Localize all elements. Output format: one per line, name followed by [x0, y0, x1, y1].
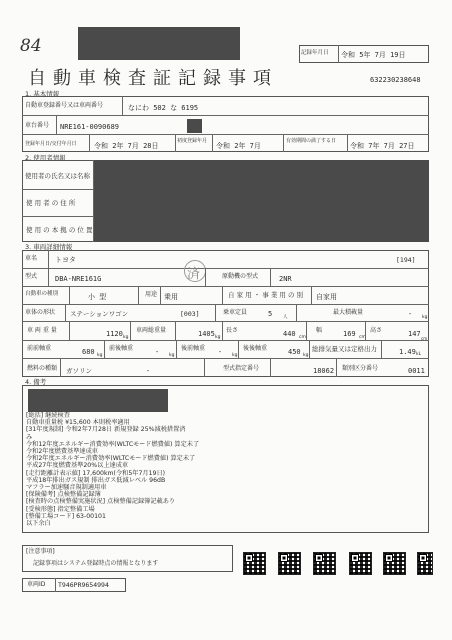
user-address-label: 使 用 者 の 住 所 [26, 199, 76, 207]
front-rear-axle-label: 前後軸重 [109, 345, 134, 352]
maker-label: 車名 [25, 255, 38, 262]
redaction-block [94, 160, 429, 242]
type-number-value: 18062 [313, 367, 335, 375]
notice-text: 記録事項はシステム登録時点の情報となります [33, 560, 159, 567]
user-name-label: 使用者の氏名又は名称 [25, 172, 90, 180]
qr-code-icon [349, 552, 372, 575]
redaction-block [187, 119, 202, 133]
max-load-label: 最大積載量 [333, 309, 364, 316]
displacement-value: 1.49 [399, 348, 416, 356]
remark-line: み [26, 433, 33, 441]
use-value: 乗用 [164, 293, 178, 301]
length-label: 長さ [226, 327, 239, 334]
kind-value: 小 型 [88, 293, 107, 301]
rear-front-axle-value: - [218, 348, 223, 356]
maker-value: トヨタ [55, 256, 76, 264]
remark-line: マフラー加速騒音規制適用車 [26, 484, 107, 492]
remark-line: 平成27年度燃費基準20%以上達成車 [26, 462, 129, 470]
remark-line: [保険備考] 点検整備記録簿 [26, 491, 101, 499]
redaction-block [78, 27, 240, 60]
section-vehicle-details: 3. 車両詳細情報 [25, 243, 73, 251]
remark-line: 令和2年度燃費基準達成車 [26, 448, 98, 456]
remark-line: 平成18年排出ガス規制 排出ガス低減レベル 96dB [26, 476, 166, 484]
remark-line: [受検形態] 指定整備工場 [26, 505, 95, 513]
max-load-unit: kg [422, 315, 428, 320]
registration-date-label: 記録年月日 [301, 50, 329, 56]
expiry-value: 令和 7年 7月 27日 [350, 142, 415, 150]
first-reg-value: 令和 2年 7月 28日 [94, 142, 159, 150]
first-year-label: 初度登録年月 [177, 138, 208, 144]
body-shape-code: [003] [180, 310, 200, 318]
document-title: 自動車検査証記録事項 [28, 68, 278, 89]
engine-label: 原動機の型式 [222, 273, 259, 280]
gross-weight-unit: kg [215, 335, 221, 340]
displacement-label: 総排気量又は定格出力 [312, 345, 377, 353]
rear-rear-axle-unit: kg [303, 353, 309, 358]
remark-line: 令和2年度エネルギー消費効率(WLTCモード燃費値) 算定未了 [26, 455, 196, 463]
remark-line: 令和12年度エネルギー消費効率(WLTCモード燃費値) 算定未了 [26, 440, 200, 448]
first-reg-label: 登録年月日/交付年月日 [25, 141, 77, 147]
displacement-unit: kL [416, 352, 422, 357]
remark-line: [総括] 継続検査 [26, 412, 70, 419]
car-id-label: 車両ID [27, 581, 46, 588]
height-label: 高さ [370, 327, 383, 334]
length-unit: cm [299, 335, 306, 340]
height-value: 147 [408, 330, 421, 338]
body-shape-value: ステーションワゴン [70, 310, 129, 318]
front-front-axle-unit: kg [97, 353, 103, 358]
vin-value: NRE161-0090689 [60, 123, 120, 131]
type-number-label: 型式指定番号 [223, 365, 260, 372]
rear-front-axle-label: 後前軸重 [181, 345, 206, 352]
weight-unit: kg [123, 335, 129, 340]
redaction-block [28, 389, 168, 412]
capacity-unit: 人 [283, 315, 288, 320]
front-rear-axle-unit: kg [169, 353, 175, 358]
class-number-value: 0011 [408, 367, 425, 375]
front-front-axle-value: 680 [82, 348, 95, 356]
rear-front-axle-unit: kg [232, 353, 238, 358]
remark-line: 自動車重量税 ¥15,600 本則税率適用 [26, 419, 130, 427]
capacity-value: 5 [268, 310, 273, 318]
remark-line: [31年度規制] 令和2年7月28日 新規登録 25%減税措置済 [26, 426, 186, 434]
qr-code-icon [243, 552, 266, 575]
max-load-value: - [408, 310, 413, 318]
expiry-label: 有効期間の満了する日 [286, 138, 337, 144]
model-value: DBA-NRE161G [55, 275, 102, 283]
section-remarks: 4. 備考 [25, 378, 47, 386]
stamp-character: 済 [187, 267, 201, 282]
gross-weight-value: 1405 [198, 330, 215, 338]
remarks-list [26, 412, 199, 527]
width-value: 169 [343, 330, 356, 338]
handwritten-number: 84 [20, 36, 42, 56]
base-location-label: 使 用 の 本 拠 の 位 置 [26, 226, 93, 234]
fuel-value: ガソリン [66, 367, 92, 375]
vin-label: 車台番号 [25, 122, 50, 129]
model-label: 型式 [25, 273, 38, 280]
private-business-value: 自家用 [316, 293, 337, 301]
kind-label: 自動車の種別 [25, 291, 59, 297]
engine-value: 2NR [279, 275, 292, 283]
document-number: 632230238648 [370, 76, 421, 84]
registration-date-value: 令和 5年 7月 19日 [341, 51, 406, 59]
qr-code-icon [313, 552, 336, 575]
front-rear-axle-value: - [155, 348, 160, 356]
car-id-value: T946PR9654994 [58, 581, 109, 589]
qr-code-icon [383, 552, 406, 575]
remark-line: [検査時の点検整備実施状況] 点検整備記録簿記載あり [26, 498, 176, 506]
height-unit: cm [421, 336, 428, 341]
rear-rear-axle-label: 後後軸重 [243, 345, 268, 352]
section-user-info: 2. 使用者情報 [25, 154, 66, 162]
body-shape-label: 車体の形状 [25, 309, 56, 316]
maker-code: [194] [396, 256, 416, 264]
class-number-label: 類別区分番号 [342, 365, 379, 372]
qr-code-icon [417, 552, 433, 575]
private-business-label: 自 家 用 ・ 事 業 用 の 別 [228, 291, 304, 299]
width-label: 幅 [316, 327, 323, 334]
plate-label: 自動車登録番号又は車両番号 [25, 102, 104, 109]
rear-rear-axle-value: 450 [288, 348, 301, 356]
length-value: 440 [283, 330, 296, 338]
notice-title: [注意事項] [26, 548, 55, 555]
remark-line: [整備工場コード] 63-00101 [26, 512, 106, 520]
section-basic-info: 1. 基本情報 [25, 90, 60, 98]
plate-value: なにわ 502 な 6195 [128, 104, 199, 112]
width-unit: cm [359, 335, 366, 340]
weight-label: 車 両 重 量 [27, 327, 57, 334]
qr-code-icon [278, 552, 301, 575]
capacity-label: 乗車定員 [223, 309, 248, 316]
front-front-axle-label: 前前軸重 [27, 345, 52, 352]
fuel-dash: - [146, 367, 151, 375]
remark-line: 以下余白 [26, 520, 51, 528]
remark-line: [走行距離計表示値] 17,600km(令和5年7月19日) [26, 469, 166, 477]
fuel-label: 燃料の種類 [27, 365, 58, 372]
first-year-value: 令和 2年 7月 [216, 142, 261, 150]
use-label: 用途 [145, 291, 158, 298]
weight-value: 1120 [106, 330, 123, 338]
gross-weight-label: 車両総重量 [136, 327, 167, 334]
